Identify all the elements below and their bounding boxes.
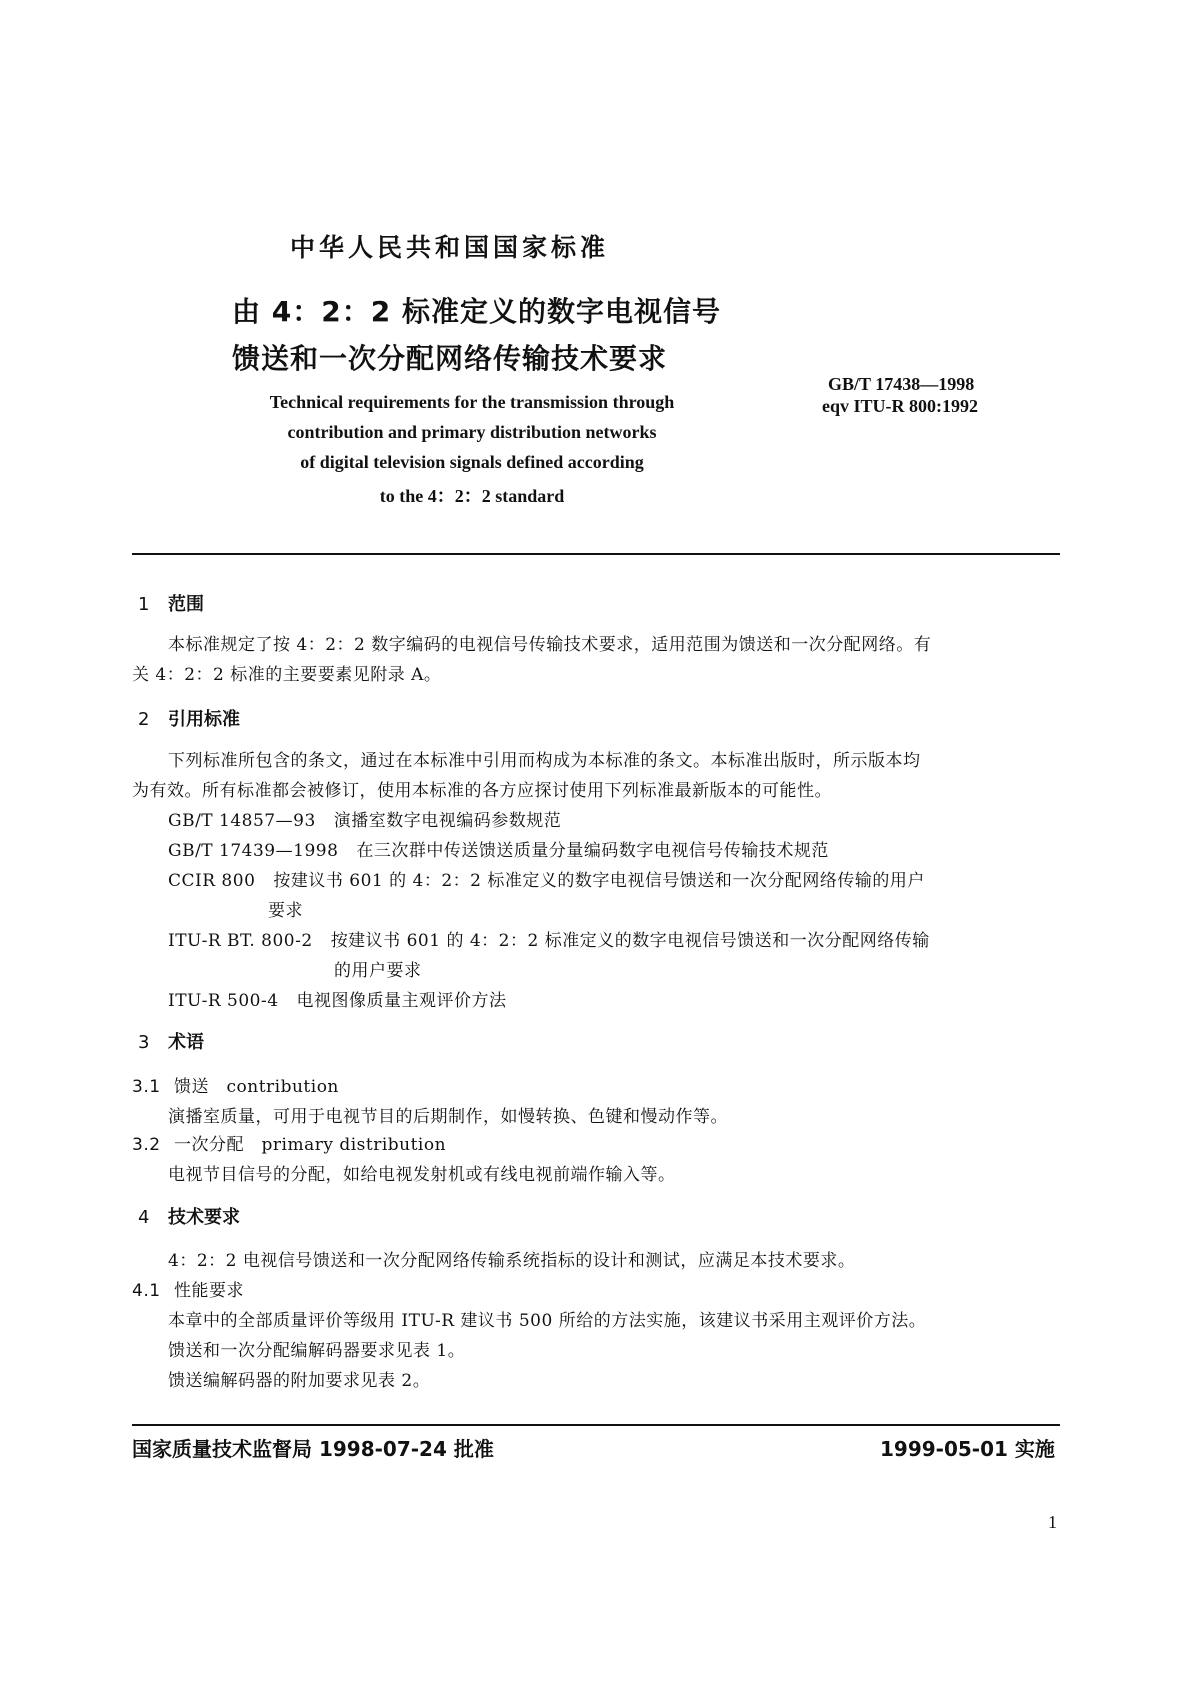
standard-number-gb: GB/T 17438—1998	[828, 374, 975, 394]
national-standard-header: 中华人民共和国国家标准	[290, 233, 610, 262]
section-title: 范围	[168, 594, 204, 615]
title-cn-line1: 由 4：2：2 标准定义的数字电视信号	[232, 295, 721, 328]
subsection-number: 4.1	[132, 1281, 161, 1301]
section-4-heading	[138, 1203, 240, 1229]
top-divider	[132, 553, 1060, 555]
reference-title: 电视图像质量主观评价方法	[296, 991, 507, 1011]
term-3-1	[132, 1072, 339, 1097]
section-title: 技术要求	[168, 1207, 240, 1228]
effective-date: 1999-05-01 实施	[880, 1437, 1055, 1461]
reference-code: GB/T 14857—93	[168, 811, 316, 831]
reference-title: 在三次群中传送馈送质量分量编码数字电视信号传输技术规范	[356, 841, 829, 861]
reference-title-continued: 的用户要求	[334, 961, 422, 981]
reference-item	[168, 806, 561, 831]
section-3-heading	[138, 1028, 204, 1054]
reference-item	[168, 926, 930, 951]
reference-code: ITU-R BT. 800-2	[168, 931, 313, 951]
reference-item	[168, 866, 925, 891]
reference-title-continued: 要求	[268, 901, 303, 921]
section-number: 4	[138, 1207, 150, 1228]
reference-title: 按建议书 601 的 4：2：2 标准定义的数字电视信号馈送和一次分配网络传输	[330, 931, 930, 951]
section-1-para-line2: 关 4：2：2 标准的主要要素见附录 A。	[132, 665, 442, 685]
term-name: 一次分配 primary distribution	[174, 1135, 447, 1155]
term-number: 3.2	[132, 1135, 161, 1155]
section-4-para-line2: 馈送和一次分配编解码器要求见表 1。	[168, 1341, 466, 1361]
section-2-para-line2: 为有效。所有标准都会被修订，使用本标准的各方应探讨使用下列标准最新版本的可能性。	[132, 781, 832, 801]
section-4-para-line3: 馈送编解码器的附加要求见表 2。	[168, 1371, 431, 1391]
section-2-heading	[138, 705, 240, 731]
subsection-title: 性能要求	[174, 1281, 244, 1301]
bottom-divider	[132, 1424, 1060, 1426]
section-1-para-line1: 本标准规定了按 4：2：2 数字编码的电视信号传输技术要求，适用范围为馈送和一次分配网络。有	[168, 635, 932, 655]
section-1-heading	[138, 590, 204, 616]
section-4-intro: 4：2：2 电视信号馈送和一次分配网络传输系统指标的设计和测试，应满足本技术要求。	[168, 1251, 856, 1271]
subsection-4-1-heading	[132, 1276, 244, 1301]
page-number: 1	[1048, 1512, 1057, 1532]
section-2-para-line1: 下列标准所包含的条文，通过在本标准中引用而构成为本标准的条文。本标准出版时，所示版本均	[168, 751, 921, 771]
reference-item	[168, 986, 507, 1011]
term-number: 3.1	[132, 1077, 161, 1097]
standard-number-eqv: eqv ITU-R 800:1992	[822, 396, 978, 416]
section-4-para-line1: 本章中的全部质量评价等级用 ITU-R 建议书 500 所给的方法实施，该建议书采用主观评价方法。	[168, 1311, 927, 1331]
approval-date: 国家质量技术监督局 1998-07-24 批准	[132, 1437, 494, 1461]
title-en-line1: Technical requirements for the transmission through	[269, 392, 675, 412]
reference-item	[168, 836, 829, 861]
term-3-2	[132, 1130, 446, 1155]
reference-code: ITU-R 500-4	[168, 991, 279, 1011]
section-number: 3	[138, 1032, 150, 1053]
reference-code: CCIR 800	[168, 871, 256, 891]
term-3-2-definition: 电视节目信号的分配，如给电视发射机或有线电视前端作输入等。	[168, 1165, 676, 1185]
reference-title: 按建议书 601 的 4：2：2 标准定义的数字电视信号馈送和一次分配网络传输的用户	[273, 871, 925, 891]
title-en-line3: of digital television signals defined according	[300, 452, 644, 472]
term-name: 馈送 contribution	[174, 1077, 339, 1097]
section-title: 引用标准	[168, 709, 240, 730]
section-number: 1	[138, 594, 150, 615]
section-number: 2	[138, 709, 150, 730]
reference-title: 演播室数字电视编码参数规范	[333, 811, 562, 831]
title-cn-line2: 馈送和一次分配网络传输技术要求	[232, 342, 668, 375]
section-title: 术语	[168, 1032, 204, 1053]
term-3-1-definition: 演播室质量，可用于电视节目的后期制作，如慢转换、色键和慢动作等。	[168, 1107, 728, 1127]
title-en-line2: contribution and primary distribution networks	[287, 422, 657, 442]
title-en-line4: to the 4：2：2 standard	[379, 486, 565, 506]
reference-code: GB/T 17439—1998	[168, 841, 339, 861]
